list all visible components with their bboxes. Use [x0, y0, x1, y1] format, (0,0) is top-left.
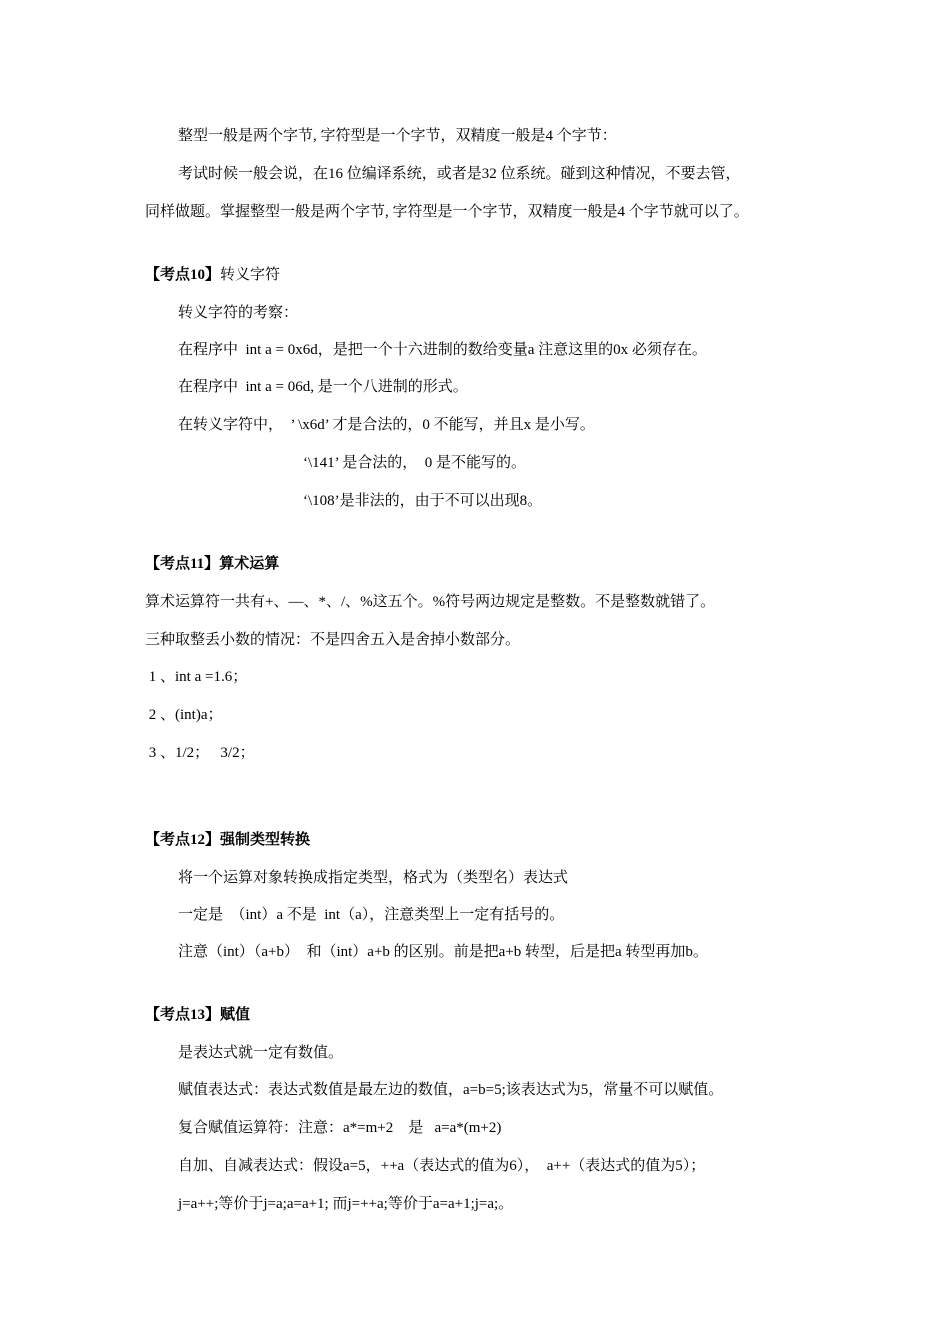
section-10-title: 转义字符 — [220, 267, 281, 283]
section-11-line-2: 三种取整丢小数的情况：不是四舍五入是舍掉小数部分。 — [145, 632, 521, 648]
section-12-title: 强制类型转换 — [220, 832, 311, 848]
intro-line-2: 考试时候一般会说，在16 位编译系统，或者是32 位系统。碰到这种情况，不要去管， — [178, 166, 741, 182]
intro-line-3: 同样做题。掌握整型一般是两个字节, 字符型是一个字节，双精度一般是4 个字节就可以了。 — [145, 204, 749, 220]
section-11-line-3: 1 、int a =1.6； — [145, 669, 248, 685]
section-13-line-4: 自加、自减表达式：假设a=5，++a（表达式的值为6）， a++（表达式的值为5）； — [178, 1158, 706, 1174]
section-11-line-4: 2 、(int)a； — [145, 707, 223, 723]
section-12-tag: 【考点12】 — [145, 832, 221, 848]
section-13-line-3: 复合赋值运算符：注意：a*=m+2 是 a=a*(m+2) — [178, 1120, 502, 1136]
section-10-line-3: 在程序中 int a = 06d, 是一个八进制的形式。 — [178, 379, 468, 395]
section-11-title: 算术运算 — [219, 556, 280, 572]
section-13-heading — [145, 1005, 250, 1025]
section-12-line-3: 注意（int）（a+b） 和（int）a+b 的区别。前是把a+b 转型，后是把a 转型再加b。 — [178, 944, 708, 960]
section-10-line-5: ‘\141’ 是合法的， 0 是不能写的。 — [303, 455, 527, 471]
section-13-tag: 【考点13】 — [145, 1007, 221, 1023]
section-13-line-1: 是表达式就一定有数值。 — [178, 1045, 344, 1061]
section-13-line-5: j=a++;等价于j=a;a=a+1; 而j=++a;等价于a=a+1;j=a;。 — [178, 1196, 514, 1212]
section-12-line-1: 将一个运算对象转换成指定类型，格式为（类型名）表达式 — [178, 870, 569, 886]
section-10-line-2: 在程序中 int a = 0x6d，是把一个十六进制的数给变量a 注意这里的0x 必须存在。 — [178, 342, 707, 358]
section-11-heading — [145, 554, 279, 574]
section-11-line-5: 3 、1/2； 3/2； — [145, 745, 255, 761]
section-11-tag: 【考点11】 — [145, 556, 220, 572]
section-13-title: 赋值 — [220, 1007, 251, 1023]
intro-line-1: 整型一般是两个字节, 字符型是一个字节，双精度一般是4 个字节： — [178, 128, 617, 144]
section-10-heading — [145, 265, 280, 285]
section-10-tag: 【考点10】 — [145, 267, 221, 283]
section-11-line-1: 算术运算符一共有+、—、*、/、%这五个。%符号两边规定是整数。不是整数就错了。 — [145, 594, 716, 610]
section-10-line-4: 在转义字符中， ’ \x6d’ 才是合法的，0 不能写，并且x 是小写。 — [178, 417, 595, 433]
section-13-line-2: 赋值表达式：表达式数值是最左边的数值，a=b=5;该表达式为5，常量不可以赋值。 — [178, 1082, 724, 1098]
section-12-line-2: 一定是 （int）a 不是 int（a），注意类型上一定有括号的。 — [178, 907, 565, 923]
section-10-line-6: ‘\108’是非法的，由于不可以出现8。 — [303, 493, 543, 509]
section-12-heading — [145, 830, 310, 850]
section-10-line-1: 转义字符的考察： — [178, 305, 299, 321]
